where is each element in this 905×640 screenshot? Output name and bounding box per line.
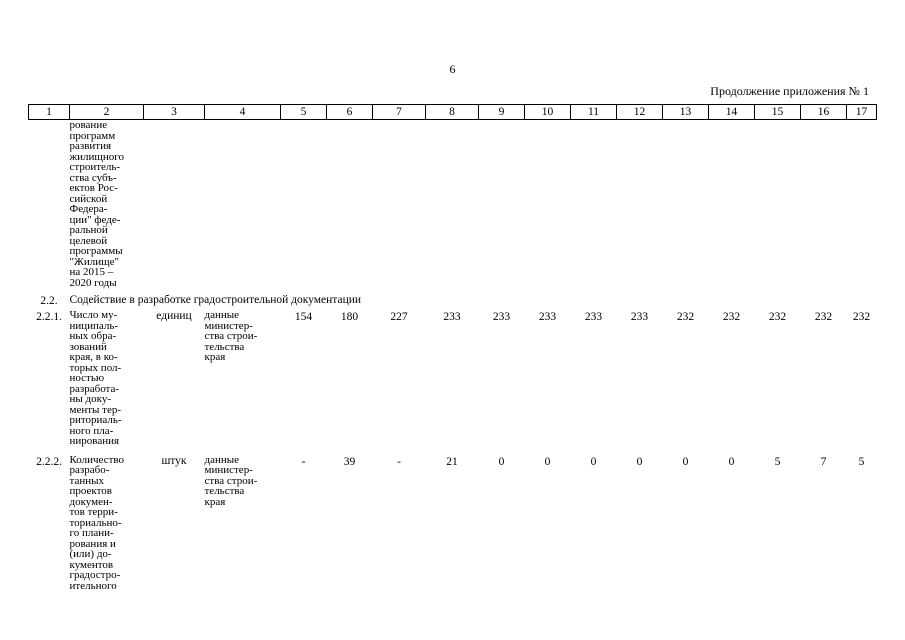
value-cell: 0 — [728, 455, 735, 468]
text-line: го плани- — [69, 527, 114, 539]
text-line: целевой — [69, 234, 108, 247]
data-table — [28, 104, 877, 591]
text-line: тельства — [204, 485, 245, 497]
text-line: данные — [204, 453, 240, 466]
value-cell: 232 — [814, 311, 833, 323]
value-cell: 5 — [774, 455, 781, 468]
column-number-13: 13 — [663, 105, 709, 120]
value-cell: 233 — [584, 311, 603, 323]
text-line: градостро- — [69, 569, 121, 581]
value-cell: 233 — [538, 311, 557, 323]
text-line: ниципаль- — [69, 319, 119, 332]
text-line: кументов — [69, 558, 114, 571]
text-line: министер- — [204, 319, 253, 332]
value-cell: 232 — [676, 311, 695, 323]
text-line: ства субъ- — [69, 171, 117, 184]
value-cell: 232 — [852, 311, 871, 323]
column-number-8: 8 — [426, 105, 479, 120]
table-row — [29, 455, 877, 592]
text-line: проектов — [69, 485, 112, 497]
value-cell: 227 — [390, 311, 408, 323]
column-number-10: 10 — [525, 105, 571, 120]
section-title: Содействие в разработке градостроительной документации — [69, 294, 362, 306]
table-row — [29, 310, 877, 447]
row-number: 2.2.2. — [36, 455, 62, 468]
text-line: ны доку- — [69, 393, 111, 405]
column-number-1: 1 — [29, 105, 70, 120]
data-source — [205, 310, 281, 447]
column-number-header-row — [29, 105, 877, 120]
value-cell: 232 — [722, 311, 741, 323]
column-number-4: 4 — [205, 105, 281, 120]
continued-indicator-text — [70, 120, 144, 289]
column-number-16: 16 — [801, 105, 847, 120]
page-number: 6 — [449, 62, 456, 76]
text-line: данные — [204, 309, 240, 321]
text-line: танных — [69, 474, 104, 487]
value-cell: - — [301, 455, 306, 468]
text-line: края — [204, 495, 226, 508]
text-line: ительного — [69, 579, 117, 592]
value-cell: 232 — [768, 311, 787, 323]
empty-cell — [144, 120, 877, 289]
column-number-11: 11 — [571, 105, 617, 120]
text-line: менты тер- — [69, 403, 122, 416]
value-cell: 0 — [590, 455, 597, 468]
text-line: докумен- — [69, 495, 113, 508]
text-line: рования и — [69, 537, 116, 550]
column-number-3: 3 — [144, 105, 205, 120]
text-line: ции" феде- — [69, 213, 121, 226]
spacer-row — [29, 447, 877, 455]
text-line: тельства — [204, 340, 245, 353]
text-line: министер- — [204, 464, 253, 476]
column-number-2: 2 — [70, 105, 144, 120]
unit-of-measure: штук — [161, 454, 187, 467]
text-line: рование — [69, 119, 108, 131]
data-source — [205, 455, 281, 592]
text-line: ностью — [69, 372, 105, 384]
text-line: на 2015 – — [69, 266, 114, 278]
text-line: ного пла- — [69, 424, 114, 437]
value-cell: 154 — [294, 311, 313, 323]
value-cell: - — [397, 455, 401, 468]
text-line: жилищного — [69, 150, 124, 163]
column-number-7: 7 — [373, 105, 426, 120]
text-line: торых пол- — [69, 361, 122, 374]
section-row — [29, 294, 877, 307]
text-line: Федера- — [69, 203, 108, 215]
text-line: программы — [69, 245, 123, 257]
value-cell: 233 — [492, 311, 511, 323]
text-line: развития — [69, 140, 112, 152]
text-line: строитель- — [69, 161, 121, 173]
indicator-name — [70, 455, 144, 592]
text-line: сийской — [69, 192, 108, 205]
column-number-15: 15 — [755, 105, 801, 120]
section-number: 2.2. — [40, 295, 58, 307]
text-line: края — [204, 351, 226, 363]
text-line: ториально- — [69, 516, 122, 529]
text-line: 2020 годы — [69, 276, 117, 289]
column-number-9: 9 — [479, 105, 525, 120]
value-cell: 0 — [544, 455, 551, 468]
text-line: Количество — [69, 453, 125, 466]
text-line: ральной — [69, 224, 108, 236]
value-cell: 233 — [443, 311, 461, 323]
table-body — [29, 120, 877, 592]
text-line: ства строи- — [204, 474, 258, 487]
value-cell: 0 — [636, 455, 643, 468]
indicator-name — [70, 310, 144, 447]
column-number-12: 12 — [617, 105, 663, 120]
text-line: программ — [69, 129, 116, 142]
value-cell: 7 — [820, 455, 827, 468]
text-line: Число му- — [69, 309, 118, 321]
continued-row — [29, 120, 877, 289]
value-cell: 0 — [682, 455, 689, 468]
column-number-6: 6 — [327, 105, 373, 120]
text-line: ектов Рос- — [69, 182, 118, 194]
text-line: нирования — [69, 435, 120, 447]
column-number-5: 5 — [281, 105, 327, 120]
row-number: 2.2.1. — [36, 311, 62, 323]
value-cell: 0 — [498, 455, 505, 468]
spacer — [29, 447, 877, 455]
column-number-17: 17 — [847, 105, 877, 120]
text-line: (или) до- — [69, 548, 112, 560]
text-line: разработа- — [69, 382, 120, 395]
value-cell: 39 — [343, 455, 356, 468]
value-cell: 233 — [630, 311, 649, 323]
continuation-label: Продолжение приложения № 1 — [710, 84, 869, 98]
text-line: края, в ко- — [69, 351, 118, 363]
value-cell: 21 — [446, 455, 458, 468]
value-cell: 5 — [858, 455, 865, 468]
text-line: "Жилище" — [69, 255, 119, 268]
unit-of-measure: единиц — [156, 310, 192, 322]
text-line: зований — [69, 340, 107, 353]
text-line: разрабо- — [69, 464, 110, 476]
column-number-14: 14 — [709, 105, 755, 120]
empty-cell — [29, 120, 70, 289]
value-cell: 180 — [340, 311, 359, 323]
text-line: риториаль- — [69, 414, 122, 426]
text-line: ных обра- — [69, 330, 117, 342]
text-line: ства строи- — [204, 330, 258, 342]
text-line: тов терри- — [69, 506, 118, 518]
